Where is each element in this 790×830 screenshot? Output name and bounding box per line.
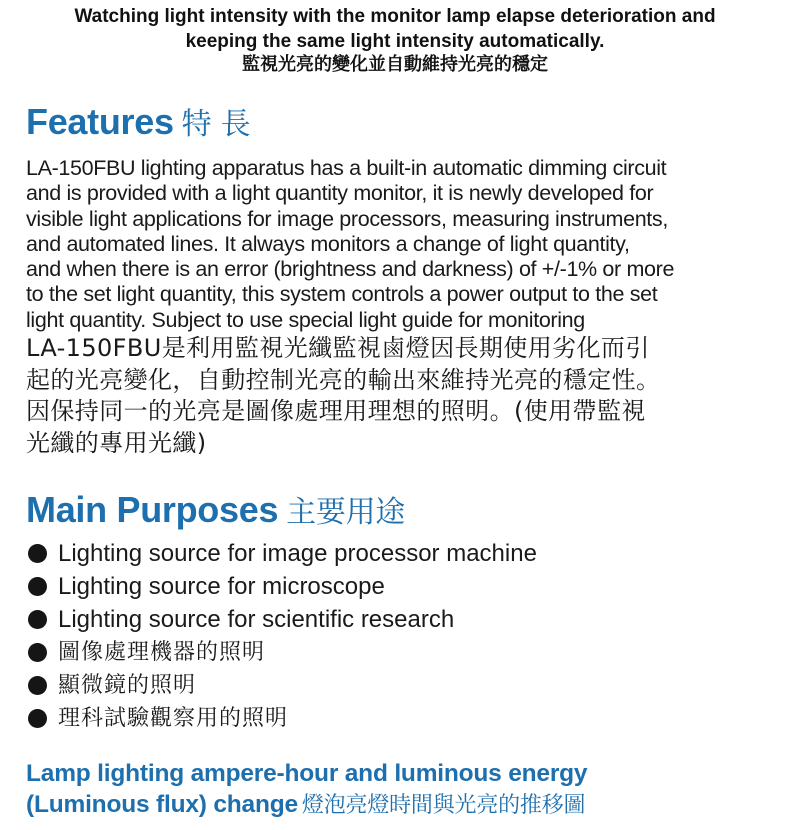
bullet-icon: [28, 643, 47, 662]
features-cjk-line: 因保持同一的光亮是圖像處理用理想的照明。(使用帶監視: [26, 397, 646, 425]
features-cjk-line: 光纖的專用光纖): [26, 428, 207, 457]
features-line: and is provided with a light quantity monitor, it is newly developed for: [26, 181, 654, 206]
bullet-icon: [28, 544, 47, 563]
features-body-cjk: [26, 333, 726, 459]
list-item: [28, 702, 537, 735]
lamp-chart-heading: [26, 758, 766, 821]
list-item: [28, 537, 537, 570]
purpose-text: Lighting source for image processor machine: [58, 540, 537, 567]
features-heading-cjk: 特 長: [181, 107, 251, 142]
bullet-icon: [28, 709, 47, 728]
purpose-text: 顯微鏡的照明: [58, 673, 197, 698]
header-line-3: 監視光亮的變化並自動維持光亮的穩定: [242, 54, 548, 75]
features-cjk-line: 起的光亮變化，自動控制光亮的輸出來維持光亮的穩定性。: [26, 365, 661, 394]
purposes-list: [28, 537, 537, 735]
features-line: and automated lines. It always monitors a change of light quantity,: [26, 231, 630, 256]
purpose-text: Lighting source for scientific research: [58, 606, 455, 633]
features-line: LA-150FBU lighting apparatus has a built-in automatic dimming circuit: [26, 156, 667, 180]
list-item: [28, 603, 537, 636]
lamp-heading-line-2: [26, 789, 766, 821]
features-body-en: [26, 156, 726, 333]
lamp-heading-cjk: 燈泡亮燈時間與光亮的推移圖: [301, 793, 586, 818]
purposes-heading: [26, 490, 405, 533]
lamp-heading-line-1: Lamp lighting ampere-hour and luminous energy: [26, 760, 588, 787]
features-cjk-line: LA-150FBU是利用監視光纖監視鹵燈因長期使用劣化而引: [26, 334, 650, 362]
list-item: [28, 570, 537, 603]
features-line: to the set light quantity, this system controls a power output to the set: [26, 282, 658, 307]
features-line: light quantity. Subject to use special light guide for monitoring: [26, 307, 585, 332]
page-header: [0, 4, 790, 76]
features-line: and when there is an error (brightness and darkness) of +/-1% or more: [26, 257, 675, 282]
bullet-icon: [28, 577, 47, 596]
features-heading: [26, 102, 250, 145]
bullet-icon: [28, 610, 47, 629]
purposes-heading-cjk: 主要用途: [286, 495, 405, 530]
purpose-text: 理科試驗觀察用的照明: [58, 706, 289, 731]
features-heading-en: Features: [26, 101, 174, 142]
lamp-heading-line-2-en: (Luminous flux) change: [26, 791, 298, 818]
purposes-heading-en: Main Purposes: [26, 489, 279, 530]
features-line: visible light applications for image processors, measuring instruments,: [26, 206, 668, 231]
bullet-icon: [28, 676, 47, 695]
header-line-2: keeping the same light intensity automatically.: [185, 31, 605, 52]
purpose-text: 圖像處理機器的照明: [58, 640, 266, 665]
list-item: [28, 636, 537, 669]
list-item: [28, 669, 537, 702]
purpose-text: Lighting source for microscope: [58, 573, 385, 600]
header-line-1: Watching light intensity with the monitor lamp elapse deterioration and: [74, 6, 716, 27]
